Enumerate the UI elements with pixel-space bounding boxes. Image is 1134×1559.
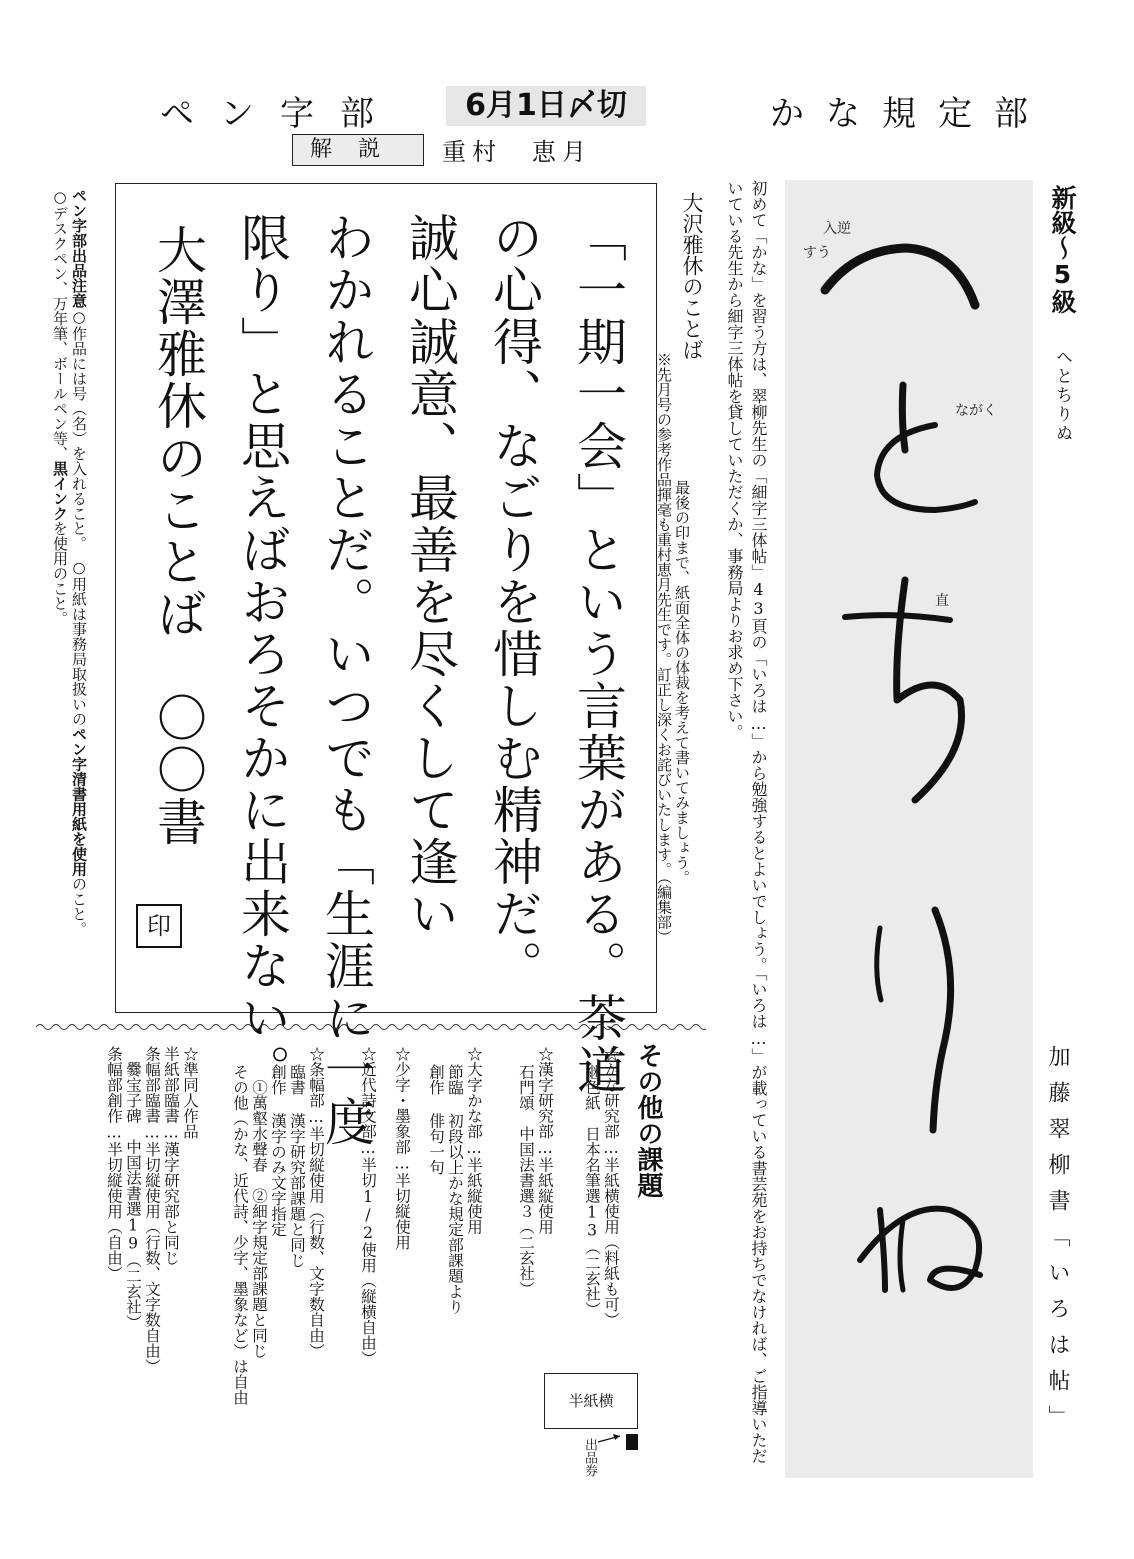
task-head: ☆漢字研究部…半紙縦使用 — [536, 1046, 554, 1235]
pen-notes-line2c: を使用のこと。 — [51, 521, 69, 626]
handwriting-column-1: 「一期一会」という言葉がある。茶道 — [569, 212, 627, 1096]
commentary-label: 解説 — [292, 134, 424, 166]
caption-text-1: 最後の印まで、紙面全体の体裁を考えて書いてみましょう。 — [673, 480, 691, 885]
task-shoji-bokusho — [392, 1046, 411, 1250]
kana-annotation-0: 入逆 — [823, 221, 851, 237]
caption-title: 大沢雅休のことば — [680, 192, 704, 360]
task-line: 創作 俳句一句 — [427, 1064, 445, 1175]
kana-author-credit: 加藤翠柳書「いろは帖」 — [1045, 1045, 1070, 1441]
task-line: 創作 漢字のみ文字指定 — [269, 1064, 287, 1237]
pen-notes-line1b: ペン字清書用紙を使用 — [70, 726, 88, 877]
task-line: 爨宝子碑 中国法書選19（二玄社） — [124, 1046, 142, 1330]
kana-brush-strokes — [785, 180, 1033, 1478]
task-line: 節臨 初段以上かな規定部課題より — [446, 1064, 464, 1315]
pen-entry-notes — [50, 188, 88, 978]
task-kanji-research — [516, 1046, 554, 1297]
task-head: ☆近代詩文部…半切1/2使用（縦横自由） — [359, 1046, 377, 1366]
caption-text-2: ※先月号の参考作品揮毫も重村恵月先生です。訂正し深くお詫びいたします。（編集部） — [655, 352, 673, 945]
pen-notes-line1c: のこと。 — [70, 876, 88, 937]
entry-ticket-label: 出品券 — [582, 1438, 597, 1477]
task-line: その他（かな、近代詩、少字、墨象など）は自由 — [231, 1064, 249, 1405]
seal-stamp: 印 — [136, 904, 182, 948]
handwriting-column-4: わかれることだ。いつでも「生涯に一度 — [317, 212, 375, 1148]
handwriting-column-6: 大澤雅休のことば 〇〇書 — [149, 224, 207, 848]
kana-section-title: かな規定部 — [770, 94, 1050, 134]
task-daiji-kana — [426, 1046, 483, 1315]
task-line: 継色紙 日本名筆選13（二玄社） — [583, 1064, 601, 1317]
task-head: ☆かな研究部…半紙横使用（料紙も可） — [602, 1046, 620, 1328]
kana-annotation-3: 直 — [935, 593, 949, 609]
task-head: ☆準同人作品 — [181, 1046, 199, 1139]
task-head: ☆少字・墨象部…半切縦使用 — [393, 1046, 411, 1250]
pen-notes-line2b: 黒インク — [51, 461, 69, 521]
task-kana-research — [582, 1046, 620, 1328]
task-joufuku — [230, 1046, 325, 1405]
task-line: 条幅部創作…半切縦使用（自由） — [105, 1046, 123, 1281]
caption-note — [655, 352, 691, 992]
kana-characters-label: へとちりぬ — [1052, 348, 1072, 443]
kana-annotation-1: すう — [803, 245, 831, 261]
pen-notes-line2a: ○デスクペン、万年筆、ボールペン等、 — [51, 188, 69, 461]
other-tasks-title: その他の課題 — [633, 1042, 663, 1198]
task-jun-dojin — [104, 1046, 199, 1374]
task-kindaishi — [358, 1046, 377, 1366]
pen-section-title: ペン字部 — [160, 94, 400, 134]
kana-model-panel — [785, 180, 1033, 1478]
handwriting-column-2: の心得、なごりを惜しむ精神だ。 — [485, 212, 543, 992]
commentary-author: 重村 恵月 — [442, 138, 592, 166]
grade-label: 新級〜5級 — [1048, 185, 1077, 314]
task-line: 臨書 漢字研究部課題と同じ — [288, 1064, 306, 1268]
handwriting-column-3: 誠心誠意、最善を尽くして逢い — [401, 212, 459, 940]
arrow-icon — [596, 1430, 628, 1444]
kana-annotation-2: ながく — [955, 403, 997, 419]
task-head: ☆大字かな部…半紙縦使用 — [465, 1046, 483, 1235]
task-line: ①萬壑水聲春 ②細字規定部課題と同じ — [250, 1064, 268, 1359]
wavy-separator — [36, 1020, 706, 1034]
task-head: ☆条幅部…半切縦使用（行数、文字数自由） — [307, 1046, 325, 1359]
task-line: 石門頌 中国法書選３（二玄社） — [517, 1064, 535, 1297]
task-line: 条幅部臨書…半切縦使用（行数、文字数自由） — [143, 1046, 161, 1374]
kana-explanation: 初めて「かな」を習う方は、翠柳先生の「細字三体帖」43頁の「いろは…」から勉強するとよいでしょう。「いろは…」が載っている書芸苑をお持ちでなければ、ご指導いただいている先生から細字三体帖を貸していただくか、事務局よりお求め下さい。 — [725, 180, 768, 1464]
handwriting-column-5: 限り」と思えばおろそかに出来ない。 — [233, 212, 291, 1096]
hanshi-landscape-diagram: 半紙横 — [544, 1373, 638, 1429]
deadline-badge: 6月1日〆切 — [446, 86, 646, 126]
pen-notes-title: ペン字部出品注意 — [70, 188, 88, 308]
task-line: 半紙部臨書…漢字研究部と同じ — [162, 1046, 180, 1266]
pen-notes-line1a: ○作品には号（名）を入れること。 ○用紙は事務局取扱いの — [70, 308, 88, 727]
